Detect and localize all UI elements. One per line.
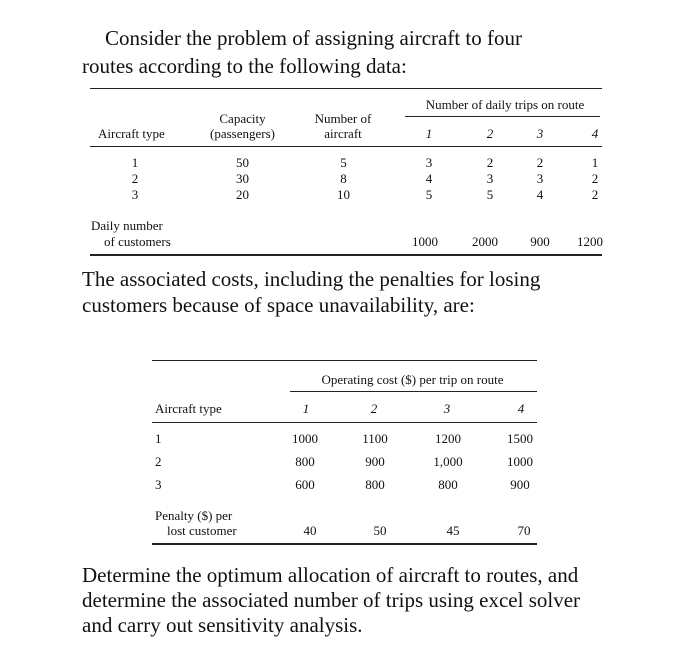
capacity-header-l1: Capacity bbox=[219, 111, 266, 126]
middle-line-2: customers because of space unavailability, are: bbox=[82, 293, 475, 317]
closing-line-3: and carry out sensitivity analysis. bbox=[82, 613, 363, 637]
table2-top-rule bbox=[152, 360, 537, 361]
penalty-route4: 70 bbox=[517, 523, 531, 538]
t1-row3-number: 10 bbox=[337, 187, 350, 202]
trips-group-header: Number of daily trips on route bbox=[425, 97, 585, 112]
penalty-route3: 45 bbox=[446, 523, 460, 538]
t2-row3-cost4: 900 bbox=[510, 477, 530, 492]
t2-row1-cost3: 1200 bbox=[435, 431, 461, 446]
table2-bottom-rule bbox=[152, 543, 537, 545]
customers-label-l2: of customers bbox=[104, 234, 171, 249]
t1-row2-trip1: 4 bbox=[425, 171, 433, 186]
t2-route-header-4: 4 bbox=[517, 401, 525, 416]
trips-group-rule bbox=[405, 116, 600, 117]
t2-row2-cost4: 1000 bbox=[507, 454, 533, 469]
t1-row3-type: 3 bbox=[131, 187, 139, 202]
t1-row1-trip4: 1 bbox=[591, 155, 599, 170]
customers-route1: 1000 bbox=[412, 234, 438, 249]
route-header-2: 2 bbox=[486, 126, 494, 141]
t2-row1-cost2: 1100 bbox=[362, 431, 388, 446]
customers-route4: 1200 bbox=[577, 234, 603, 249]
t1-row2-trip4: 2 bbox=[591, 171, 599, 186]
t2-row2-type: 2 bbox=[155, 454, 162, 469]
t1-row1-capacity: 50 bbox=[236, 155, 249, 170]
table1-header-rule bbox=[90, 146, 602, 147]
t2-aircraft-type-header: Aircraft type bbox=[155, 401, 222, 416]
cost-group-header: Operating cost ($) per trip on route bbox=[321, 372, 504, 387]
customers-route2: 2000 bbox=[472, 234, 498, 249]
t2-row2-cost2: 900 bbox=[365, 454, 385, 469]
cost-group-rule bbox=[290, 391, 537, 392]
number-header-l2: aircraft bbox=[324, 126, 362, 141]
intro-line-1: Consider the problem of assigning aircraft to four bbox=[105, 26, 522, 50]
route-header-3: 3 bbox=[536, 126, 544, 141]
customers-route3: 900 bbox=[530, 234, 550, 249]
t2-row1-type: 1 bbox=[155, 431, 162, 446]
t1-row1-trip1: 3 bbox=[425, 155, 433, 170]
route-header-4: 4 bbox=[591, 126, 599, 141]
t2-route-header-3: 3 bbox=[443, 401, 451, 416]
intro-line-2: routes according to the following data: bbox=[82, 54, 407, 78]
t2-row3-cost2: 800 bbox=[365, 477, 385, 492]
t1-row3-trip3: 4 bbox=[536, 187, 544, 202]
table2-header-rule bbox=[152, 422, 537, 423]
route-header-1: 1 bbox=[425, 126, 433, 141]
t1-row2-type: 2 bbox=[131, 171, 139, 186]
t2-row1-cost1: 1000 bbox=[292, 431, 318, 446]
t2-row3-type: 3 bbox=[155, 477, 162, 492]
t1-row3-capacity: 20 bbox=[236, 187, 249, 202]
penalty-label-l1: Penalty ($) per bbox=[155, 508, 233, 523]
closing-line-2: determine the associated number of trips using excel solver bbox=[82, 588, 581, 612]
aircraft-type-header: Aircraft type bbox=[98, 126, 165, 141]
t1-row2-trip2: 3 bbox=[486, 171, 494, 186]
customers-label-l1: Daily number bbox=[91, 218, 163, 233]
middle-line-1: The associated costs, including the penalties for losing bbox=[82, 267, 541, 291]
table1-top-rule bbox=[90, 88, 602, 89]
t2-route-header-1: 1 bbox=[302, 401, 310, 416]
t1-row1-number: 5 bbox=[340, 155, 347, 170]
t2-row3-cost3: 800 bbox=[438, 477, 458, 492]
t1-row1-trip3: 2 bbox=[536, 155, 544, 170]
t1-row1-type: 1 bbox=[131, 155, 139, 170]
t1-row2-number: 8 bbox=[340, 171, 347, 186]
t1-row1-trip2: 2 bbox=[486, 155, 494, 170]
t1-row3-trip1: 5 bbox=[425, 187, 433, 202]
t2-row2-cost1: 800 bbox=[295, 454, 315, 469]
closing-line-1: Determine the optimum allocation of aircraft to routes, and bbox=[82, 563, 579, 587]
number-header-l1: Number of bbox=[314, 111, 372, 126]
t2-row2-cost3: 1,000 bbox=[433, 454, 463, 469]
t2-row1-cost4: 1500 bbox=[507, 431, 533, 446]
penalty-route1: 40 bbox=[303, 523, 317, 538]
penalty-label-l2: lost customer bbox=[167, 523, 237, 538]
t2-route-header-2: 2 bbox=[370, 401, 378, 416]
t1-row3-trip2: 5 bbox=[486, 187, 494, 202]
t2-row3-cost1: 600 bbox=[295, 477, 315, 492]
t1-row3-trip4: 2 bbox=[591, 187, 599, 202]
capacity-header-l2: (passengers) bbox=[210, 126, 275, 141]
t1-row2-capacity: 30 bbox=[236, 171, 249, 186]
t1-row2-trip3: 3 bbox=[536, 171, 544, 186]
penalty-route2: 50 bbox=[373, 523, 387, 538]
table1-bottom-rule bbox=[90, 254, 602, 256]
